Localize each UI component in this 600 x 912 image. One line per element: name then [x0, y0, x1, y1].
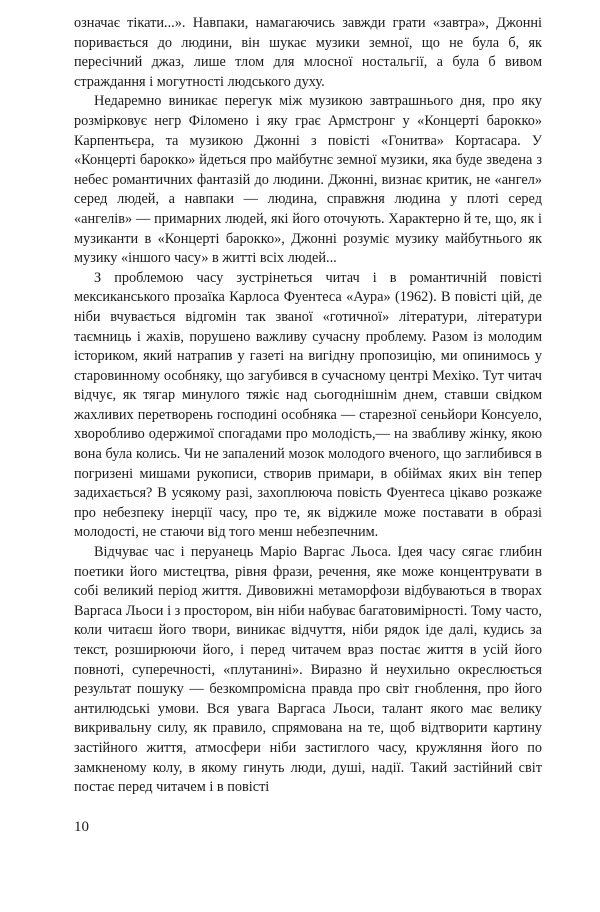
paragraph-fuentes-aura: З проблемою часу зустрінеться читач і в романтичній повісті мексиканського прозаїка Карлоса Фуентеса «Аура» (1962). В повісті цій, де ніби вчувається відгомін так званої «готичної» літератури, літератури таємниць і жахів, порушено важливу сучасну проблему. Разом із молодим істориком, який натрапив у газеті на вигідну пропозицію, ми опинимось у старовинному особняку, що загубився в сучасному центрі Мехіко. Тут читач відчує, як тягар минулого тяжіє над сьогоднішнім днем, ставши свідком жахливих перетворень господині особняка — старезної сеньйори Консуело, хворобливо одержимої спогадами про молодість,— на звабливу жінку, якою вона була колись. Чи не запалений мозок молодого вченого, що заглибився в погризені мишами рукописи, створив примари, в обіймах яких він тепер задихається? В усякому разі, захоплююча повість Фуентеса цікаво розкаже про небезпеку інерції часу, про те, як віджиле може поставати в образі молодості, не стаючи від того менш небезпечним. [74, 269, 542, 541]
page-number: 10 [74, 819, 89, 835]
paragraph-music-of-tomorrow: Недаремно виникає перегук між музикою завтрашнього дня, про яку розмірковує негр Філомено і яку грає Армстронг у «Концерті барокко» Карпентьєра, та музикою Джонні з повісті «Гонитва» Кортасара. У «Концерті барокко» йдеться про майбутнє земної музики, яка буде зведена з небес романтичних фантазій до людини. Джонні, визнає критик, не «ангел» серед людей, а навпаки — людина, справжня людина у плоті серед «ангелів» — примарних людей, які його оточують. Характерно й те, що, як і музиканти в «Концерті барокко», Джонні розуміє музику майбутнього як музику «іншого часу» в житті всіх людей... [74, 93, 542, 267]
paragraph-johnny-future-music: означає тікати...». Навпаки, намагаючись завжди грати «завтра», Джонні поривається до людини, він шукає музики земної, що не була б, як пересічний джаз, лише тлом для млосної ностальгії, а була б вивом страждання і могутності людського духу. [74, 15, 542, 90]
body-text [74, 14, 542, 798]
paragraph-vargas-llosa: Відчуває час і перуанець Маріо Варгас Льоса. Ідея часу сягає глибин поетики його мистецтва, рівня фрази, речення, яке може концентрувати в собі великий період життя. Дивовижні метаморфози відбуваються в творах Варгаса Льоси і з простором, він ніби набуває багатовимірності. Тому часто, коли читаєш його твори, виникає відчуття, ніби рядок іде далі, кудись за текст, розширюючи його, і перед читачем враз постає життя в усій його повноті, суперечності, «плутанині». Виразно й неухильно окреслюється результат пошуку — безкомпромісна правда про світ гноблення, про його антилюдські умови. Вся увага Варгаса Льоси, талант якого має велику викривальну силу, як правило, спрямована на те, щоб відтворити картину застійного життя, атмосфери ніби застиглого часу, кружляння його по замкненому колу, в якому гинуть люди, душі, надії. Такий застійний світ постає перед читачем і в повісті [74, 544, 542, 796]
